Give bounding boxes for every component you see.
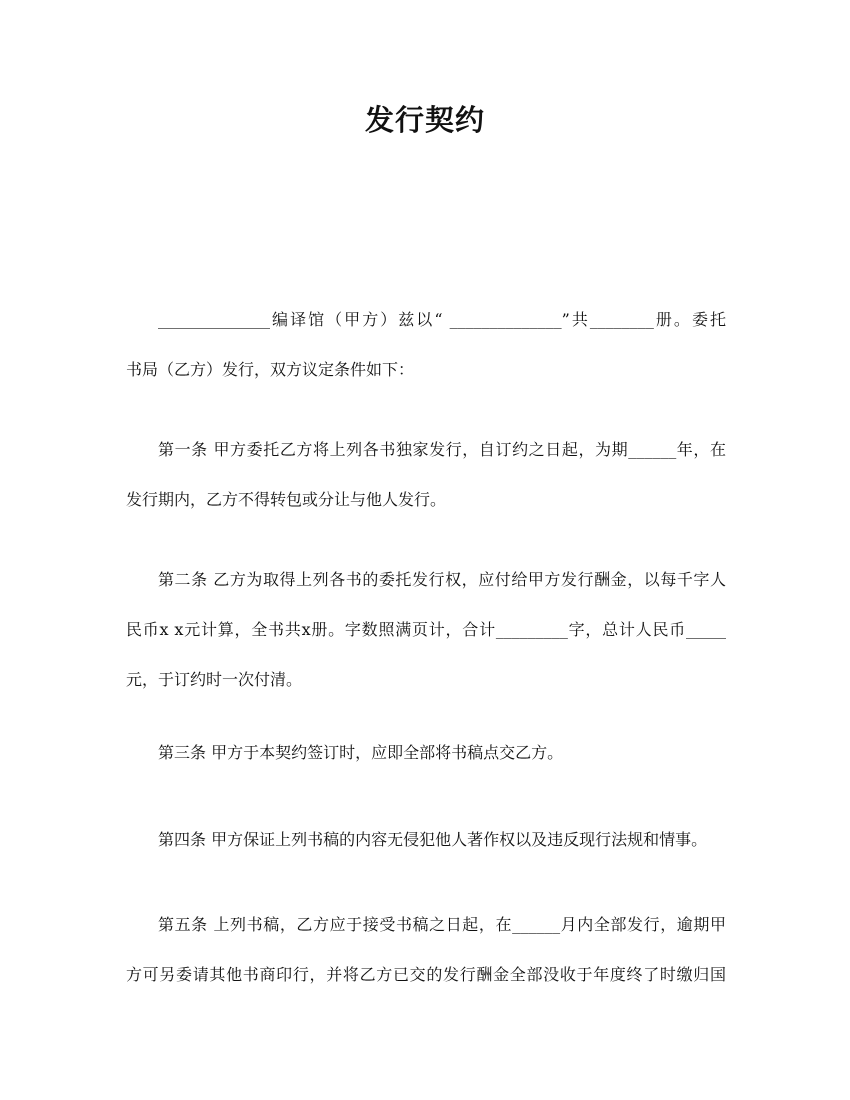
article-2-paragraph: [126, 555, 726, 705]
article-5-line-1: 第五条 上列书稿，乙方应于接受书稿之日起，在______月内全部发行，逾期甲: [158, 915, 726, 934]
intro-paragraph: [126, 295, 726, 395]
article-5-line-2: 方可另委请其他书商印行，并将乙方已交的发行酬金全部没收于年度终了时缴归国: [126, 965, 726, 984]
article-2-line-3: 元，于订约时一次付清。: [126, 670, 303, 689]
article-1-line-2: 发行期内，乙方不得转包或分让与他人发行。: [126, 490, 447, 509]
article-3-line-1: 第三条 甲方于本契约签订时，应即全部将书稿点交乙方。: [158, 743, 564, 762]
article-5-paragraph: [126, 900, 726, 1000]
article-2-line-1: 第二条 乙方为取得上列各书的委托发行权，应付给甲方发行酬金，以每千字人: [158, 570, 726, 589]
article-1-line-1: 第一条 甲方委托乙方将上列各书独家发行，自订约之日起，为期______年，在: [158, 440, 726, 459]
article-4-paragraph: [126, 815, 726, 865]
article-4-line-1: 第四条 甲方保证上列书稿的内容无侵犯他人著作权以及违反现行法规和情事。: [158, 830, 708, 849]
article-2-line-2: 民币x x元计算，全书共x册。字数照满页计，合计_________字，总计人民币_____: [126, 620, 726, 639]
article-3-paragraph: [126, 728, 726, 778]
intro-line-1: ______________编译馆（甲方）兹以“ ______________”共________册。委托: [158, 310, 726, 329]
intro-line-2: 书局（乙方）发行，双方议定条件如下：: [126, 360, 415, 379]
document-title: 发行契约: [364, 103, 485, 137]
article-1-paragraph: [126, 425, 726, 525]
